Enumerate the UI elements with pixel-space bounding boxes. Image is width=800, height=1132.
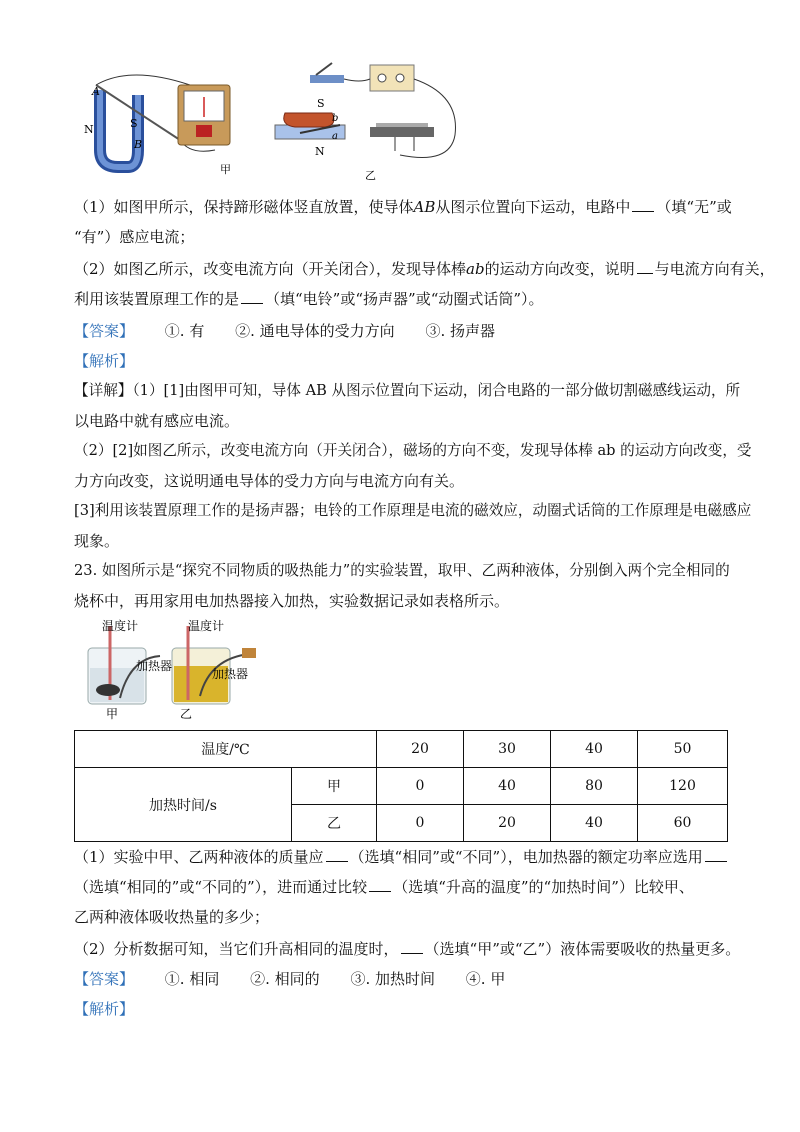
blank-4[interactable] [326, 847, 348, 862]
q22-part2-ab: ab [466, 260, 485, 278]
q23-stem-1: 23. 如图所示是“探究不同物质的吸热能力”的实验装置，取甲、乙两种液体，分别倒入两个完全相同的 [74, 562, 730, 579]
blank-1[interactable] [632, 197, 654, 212]
table-cell: 20 [464, 805, 551, 842]
answer-item: ②. 通电导体的受力方向 [235, 322, 395, 340]
q22-part2-text-a: （2）如图乙所示，改变电流方向（开关闭合），发现导体棒 [74, 260, 467, 278]
motor-apparatus-diagram [275, 63, 455, 182]
q22-detail-6: 现象。 [74, 532, 120, 550]
thermometer-label-1: 温度计 [102, 619, 139, 633]
table-header-cell: 50 [638, 731, 728, 768]
beaker-yi [172, 626, 256, 704]
answer-item: ①. 相同 [164, 970, 220, 988]
heater-label-1: 加热器 [136, 659, 173, 673]
q22-analysis-tag [74, 350, 134, 372]
table-cell: 0 [377, 805, 464, 842]
caption-jia-2: 甲 [106, 707, 119, 721]
q22-answer-line [74, 320, 495, 342]
figure-jia-yi [70, 55, 490, 185]
caption-yi: 乙 [365, 169, 376, 182]
table-cell: 40 [551, 805, 638, 842]
q23-part1-line3: 乙两种液体吸收热量的多少； [74, 908, 270, 926]
caption-yi-2: 乙 [180, 707, 193, 721]
answer-item: ③. 扬声器 [425, 322, 495, 340]
table-cell: 0 [377, 768, 464, 805]
q22-part2-line1 [74, 258, 775, 280]
blank-2[interactable] [637, 259, 653, 274]
q22-part1-text-a: （1）如图甲所示，保持蹄形磁体竖直放置，使导体 [74, 198, 414, 216]
q23-part1-text-a: （1）实验中甲、乙两种液体的质量应 [74, 848, 324, 866]
table-cell: 40 [464, 768, 551, 805]
label-N: N [84, 123, 94, 136]
q22-part1-line2-text: “有”）感应电流； [74, 228, 195, 246]
q22-part1-line1 [74, 196, 732, 218]
label-S: S [130, 117, 138, 130]
blank-5[interactable] [705, 847, 727, 862]
q23-part1-text-b: （选填“相同”或“不同”），电加热器的额定功率应选用 [349, 848, 703, 866]
q23-part2-line [74, 938, 740, 960]
q22-part1-text-c: （填“无”或 [656, 198, 732, 216]
table-row-name: 甲 [292, 768, 377, 805]
table-header-label: 温度/℃ [75, 731, 377, 768]
table-header-cell: 20 [377, 731, 464, 768]
thermometer-label-2: 温度计 [188, 619, 225, 633]
blank-3[interactable] [241, 289, 263, 304]
q23-part1-line2-b: （选填“升高的温度”的“加热时间”）比较甲、 [393, 878, 694, 896]
label-N-2: N [315, 145, 325, 158]
q22-part2-line2-b: （填“电铃”或“扬声器”或“动圈式话筒”）。 [265, 290, 544, 308]
q23-answer-line [74, 968, 505, 990]
q22-part2-text-c: 与电流方向有关， [654, 260, 775, 278]
table-header-cell: 40 [551, 731, 638, 768]
answer-item: ①. 有 [164, 322, 205, 340]
answer-item: ④. 甲 [465, 970, 506, 988]
label-A: A [92, 85, 100, 98]
blank-7[interactable] [401, 939, 423, 954]
label-b: b [332, 113, 339, 124]
q23-analysis-tag [74, 998, 134, 1020]
q23-stem-2: 烧杯中，再用家用电加热器接入加热，实验数据记录如表格所示。 [74, 592, 510, 610]
caption-jia: 甲 [220, 163, 231, 176]
q23-part1-line2-a: （选填“相同的”或“不同的”），进而通过比较 [74, 878, 368, 896]
q22-part1-ab: AB [413, 198, 436, 216]
q23-part1-line1 [74, 846, 729, 868]
answer-item: ③. 加热时间 [350, 970, 435, 988]
answer-tag: 【答案】 [74, 970, 135, 988]
q22-part1-line2 [74, 226, 194, 248]
table-row-name: 乙 [292, 805, 377, 842]
q22-part1-text-b: 从图示位置向下运动，电路中 [435, 198, 631, 216]
analysis-tag: 【解析】 [74, 1000, 135, 1018]
table-cell: 60 [638, 805, 728, 842]
data-table [74, 730, 728, 842]
q23-part1-line2 [74, 876, 694, 898]
analysis-tag: 【解析】 [74, 352, 135, 370]
table-header-cell: 30 [464, 731, 551, 768]
answer-tag: 【答案】 [74, 322, 135, 340]
label-B: B [134, 138, 143, 151]
q22-detail-2: 以电路中就有感应电流。 [74, 412, 240, 430]
q22-detail-1: 【详解】（1）[1]由图甲可知，导体 AB 从图示位置向下运动，闭合电路的一部分做切割磁感线运动，所 [74, 382, 741, 399]
q22-detail-4: 力方向改变，这说明通电导体的受力方向与电流方向有关。 [74, 472, 465, 490]
q22-part2-line2-a: 利用该装置原理工作的是 [74, 290, 240, 308]
table-row [75, 731, 728, 768]
blank-6[interactable] [369, 877, 391, 892]
q22-detail-5: [3]利用该装置原理工作的是扬声器；电铃的工作原理是电流的磁效应，动圈式话筒的工作原理是电磁感应 [74, 502, 752, 519]
answer-item: ②. 相同的 [250, 970, 320, 988]
label-S-2: S [317, 97, 325, 110]
heater-label-2: 加热器 [212, 667, 249, 681]
q23-part2-text-b: （选填“甲”或“乙”）液体需要吸收的热量更多。 [424, 940, 741, 958]
horseshoe-magnet-diagram [84, 75, 231, 176]
label-a: a [332, 131, 338, 142]
q22-part2-line2 [74, 288, 544, 310]
table-cell: 80 [551, 768, 638, 805]
q23-part2-text-a: （2）分析数据可知，当它们升高相同的温度时， [74, 940, 399, 958]
q22-detail-3: （2）[2]如图乙所示，改变电流方向（开关闭合），磁场的方向不变，发现导体棒 ab 的运动方向改变，受 [74, 442, 752, 459]
figure-beakers [80, 618, 280, 724]
table-row-label: 加热时间/s [75, 768, 292, 842]
table-row [75, 768, 728, 805]
table-cell: 120 [638, 768, 728, 805]
q22-part2-text-b: 的运动方向改变，说明 [484, 260, 635, 278]
